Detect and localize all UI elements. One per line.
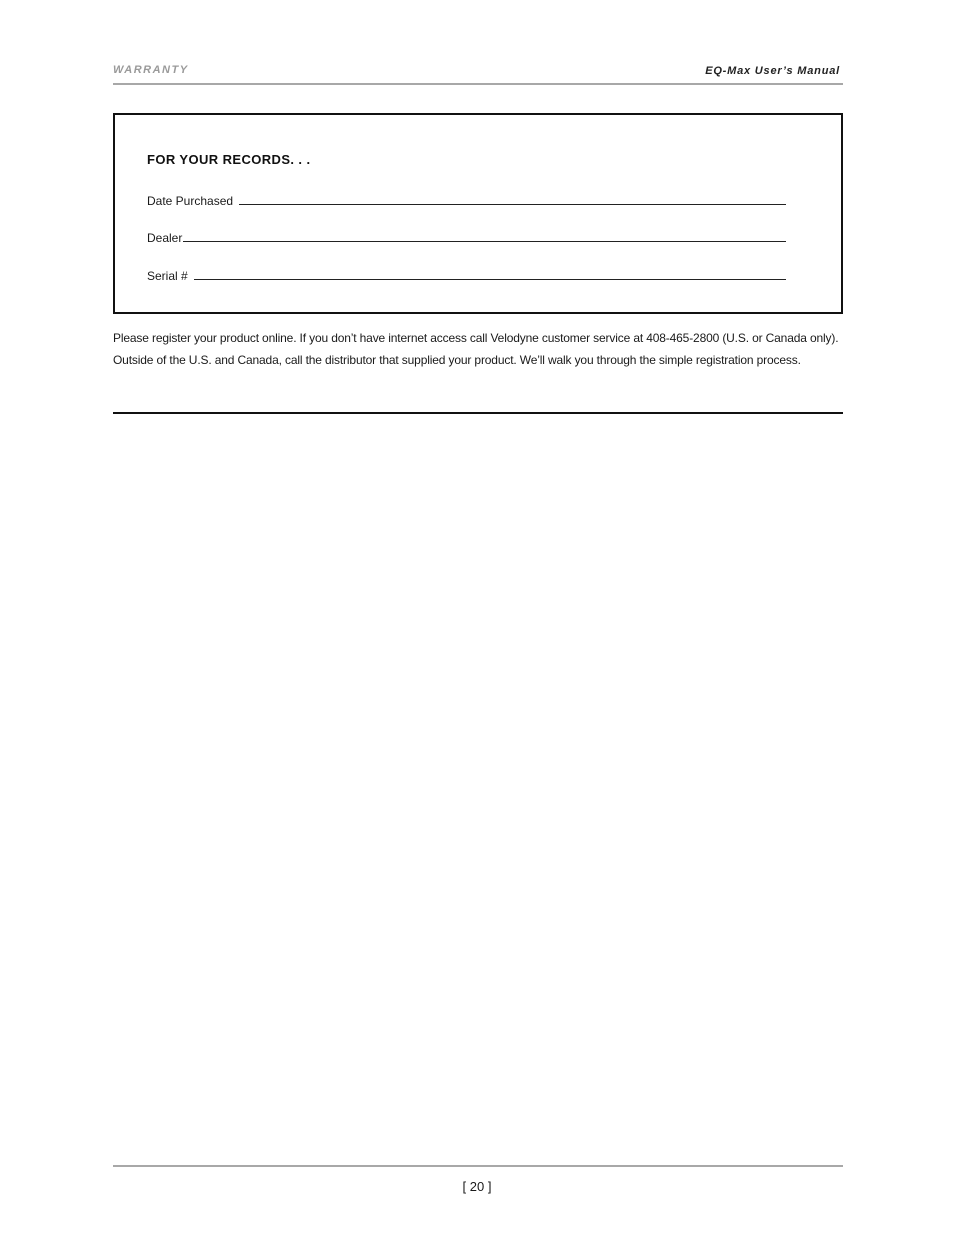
serial-label: Serial #	[147, 269, 188, 283]
manual-title: EQ-Max User’s Manual	[705, 65, 840, 77]
serial-field	[147, 265, 786, 283]
dealer-label: Dealer	[147, 231, 183, 245]
date-purchased-label: Date Purchased	[147, 194, 234, 208]
dealer-line	[183, 241, 786, 242]
serial-line	[194, 279, 786, 280]
date-purchased-line	[239, 204, 786, 205]
header-divider	[113, 83, 843, 85]
page-number: [ 20 ]	[462, 1179, 492, 1194]
footer-divider	[113, 1165, 843, 1167]
records-title: FOR YOUR RECORDS. . .	[147, 152, 311, 167]
section-divider	[113, 412, 843, 414]
section-title: WARRANTY	[113, 64, 189, 76]
date-purchased-field	[147, 190, 786, 208]
registration-note-line-2: Outside of the U.S. and Canada, call the distributor that supplied your product. We’ll walk you through the simple registration process.	[113, 353, 801, 367]
records-box	[113, 113, 843, 314]
dealer-field	[147, 227, 786, 245]
registration-note-line-1: Please register your product online. If you don’t have internet access call Velodyne customer service at 408-465-2800 (U.S. or Canada only).	[113, 331, 839, 345]
